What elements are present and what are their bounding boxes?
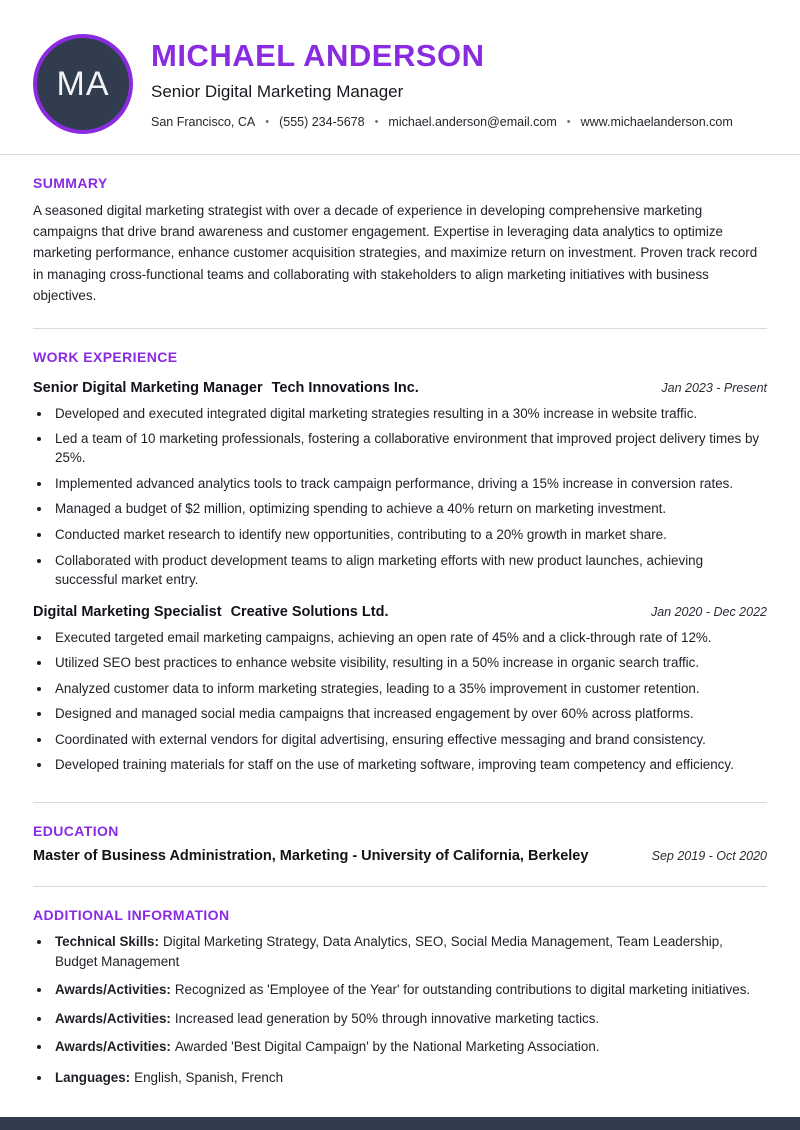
education-entry [33, 848, 767, 864]
divider [33, 802, 767, 803]
item-label: Awards/Activities: [55, 1039, 171, 1055]
item-text: English, Spanish, French [134, 1070, 284, 1086]
education-heading: EDUCATION [33, 823, 119, 840]
job-dates: Jan 2023 - Present [661, 380, 767, 395]
job-entry [33, 604, 767, 775]
bullet-separator-icon: • [374, 116, 379, 129]
job-bullet: • Implemented advanced analytics tools to track campaign performance, driving a 15% increase in conversion rates. [52, 474, 767, 493]
divider [33, 328, 767, 329]
additional-info-heading: ADDITIONAL INFORMATION [33, 907, 230, 924]
resume-header [0, 0, 800, 154]
education-degree: Master of Business Administration, Marketing - University of California, Berkeley [33, 848, 589, 865]
education-dates: Sep 2019 - Oct 2020 [651, 849, 767, 864]
job-bullet: • Executed targeted email marketing campaigns, achieving an open rate of 45% and a click-through rate of 12%. [52, 628, 767, 647]
job-company: Tech Innovations Inc. [271, 379, 419, 396]
bullet-separator-icon: • [265, 116, 270, 129]
candidate-title: Senior Digital Marketing Manager [151, 82, 404, 102]
item-text: Increased lead generation by 50% through innovative marketing tactics. [174, 1010, 600, 1026]
additional-info-list [33, 932, 767, 1088]
item-label: Awards/Activities: [55, 1010, 171, 1026]
contact-phone: (555) 234-5678 [279, 115, 365, 130]
job-bullet: • Managed a budget of $2 million, optimizing spending to achieve a 40% return on marketing investment. [52, 499, 767, 518]
additional-info-item [52, 980, 767, 999]
summary-text: A seasoned digital marketing strategist with over a decade of experience in developing comprehensive marketing campaigns that drive brand awareness and customer engagement. Expertise in leveraging data analytics to optimize marketing performance, enhance customer acquisition strategies, and maximize return on investment. Proven track record in managing cross-functional teams and collaborating with stakeholders to align marketing initiatives with business objectives. [33, 203, 758, 303]
job-bullet: • Utilized SEO best practices to enhance website visibility, resulting in a 50% increase in organic search traffic. [52, 653, 767, 672]
job-header [33, 604, 767, 620]
job-position: Digital Marketing Specialist [33, 603, 222, 620]
additional-info-item-languages [52, 1068, 767, 1087]
job-bullet: • Designed and managed social media campaigns that increased engagement by over 60% across platforms. [52, 704, 767, 723]
contact-email-link[interactable]: michael.anderson@email.com [388, 115, 557, 130]
job-title-company [33, 604, 388, 620]
item-text: Recognized as 'Employee of the Year' for outstanding contributions to digital marketing initiatives. [174, 982, 751, 998]
contact-row [151, 115, 767, 129]
job-bullet: • Developed and executed integrated digital marketing strategies resulting in a 30% increase in website traffic. [52, 404, 767, 423]
job-bullet: • Developed training materials for staff on the use of marketing software, improving team competency and efficiency. [52, 755, 767, 774]
summary-heading: SUMMARY [33, 175, 108, 191]
item-label: Languages: [55, 1070, 131, 1086]
job-title-company [33, 380, 419, 396]
candidate-name: MICHAEL ANDERSON [151, 37, 485, 73]
job-entry [33, 380, 767, 589]
job-bullet: • Conducted market research to identify new opportunities, contributing to a 20% growth in market share. [52, 525, 767, 544]
additional-info-item [52, 932, 767, 971]
job-dates: Jan 2020 - Dec 2022 [650, 604, 767, 619]
item-label: Awards/Activities: [55, 982, 171, 998]
header-text [151, 39, 767, 129]
avatar [33, 34, 133, 134]
job-bullet-list [33, 404, 767, 589]
additional-info-item [52, 1037, 767, 1056]
footer-bar [0, 1117, 800, 1130]
divider [0, 154, 800, 155]
resume-body [0, 175, 800, 1088]
bullet-separator-icon: • [566, 116, 571, 129]
job-company: Creative Solutions Ltd. [230, 603, 389, 620]
item-text: Awarded 'Best Digital Campaign' by the National Marketing Association. [174, 1039, 600, 1055]
contact-website-link[interactable]: www.michaelanderson.com [580, 115, 733, 130]
item-label: Technical Skills: [55, 934, 159, 950]
contact-location: San Francisco, CA [151, 115, 256, 130]
job-bullet: • Coordinated with external vendors for digital advertising, ensuring effective messaging and brand consistency. [52, 730, 767, 749]
work-experience-heading: WORK EXPERIENCE [33, 348, 178, 365]
job-bullet: • Collaborated with product development teams to align marketing efforts with new product launches, achieving successful market entry. [52, 551, 767, 589]
item-text: Digital Marketing Strategy, Data Analytics, SEO, Social Media Management, Team Leadership, Budget Management [55, 934, 723, 969]
divider [33, 886, 767, 887]
job-bullet: • Led a team of 10 marketing professionals, fostering a collaborative environment that improved project delivery times by 25%. [52, 429, 767, 467]
additional-info-item [52, 1009, 767, 1028]
job-bullet-list [33, 628, 767, 775]
job-bullet: • Analyzed customer data to inform marketing strategies, leading to a 35% improvement in customer retention. [52, 679, 767, 698]
avatar-initials: MA [56, 64, 110, 103]
job-position: Senior Digital Marketing Manager [33, 379, 263, 396]
job-header [33, 380, 767, 396]
